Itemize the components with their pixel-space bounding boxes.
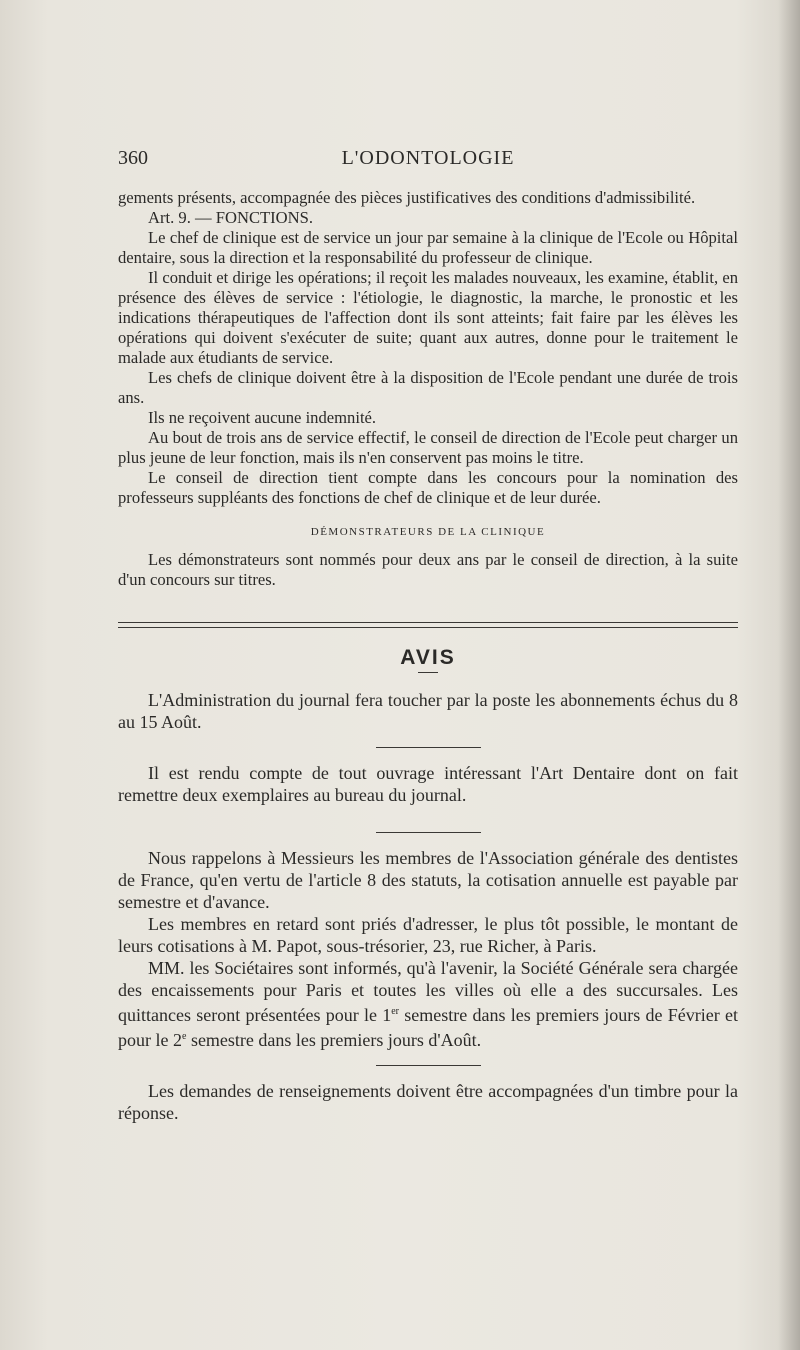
avis-notice: L'Administration du journal fera toucher par la poste les abonnements échus du 8 au 15 Août. (118, 690, 738, 732)
page-body (118, 188, 738, 1124)
running-title: L'ODONTOLOGIE (341, 147, 515, 169)
short-rule-divider (376, 1065, 481, 1066)
avis-title: AVIS (400, 646, 456, 669)
article-paragraph: Le conseil de direction tient compte dans les concours pour la nomination des professeurs suppléants des fonctions de chef de clinique et de leur durée. (118, 468, 738, 507)
avis-notice-text: semestre dans les premiers jours de Février et pour le 2 (118, 1005, 738, 1050)
title-underline (418, 672, 438, 673)
avis-notice: Nous rappelons à Messieurs les membres de l'Association générale des dentistes de France, qu'en vertu de l'article 8 des statuts, la cotisation annuelle est payable par semestre et d'avance. (118, 848, 738, 912)
short-rule-divider (376, 747, 481, 748)
avis-section (118, 648, 738, 1124)
article-paragraph: Au bout de trois ans de service effectif, le conseil de direction de l'Ecole peut charger un plus jeune de leur fonction, mais ils n'en conservent pas moins le titre. (118, 428, 738, 467)
article-paragraph: Le chef de clinique est de service un jour par semaine à la clinique de l'Ecole ou Hôpital dentaire, sous la direction et la responsabilité du professeur de clinique. (118, 228, 738, 267)
article-heading-fonctions: Art. 9. — FONCTIONS. (148, 208, 314, 227)
page-header (118, 147, 738, 177)
avis-notice: Il est rendu compte de tout ouvrage intéressant l'Art Dentaire dont on fait remettre deux exemplaires au bureau du journal. (118, 763, 738, 805)
article-paragraph: Ils ne reçoivent aucune indemnité. (148, 408, 377, 427)
article-paragraph: Il conduit et dirige les opérations; il reçoit les malades nouveaux, les examine, établit, en présence des élèves de service : l'étiologie, le diagnostic, la marche, le pronostic et les indications thérapeutiques de l'affection dont ils sont atteints; fait faire par les élèves les opérations qui doivent s'exécuter de suite; quant aux autres, donne pour le traitement le malade aux étudiants de service. (118, 268, 738, 367)
article-paragraph: gements présents, accompagnée des pièces justificatives des conditions d'admissibilité. (118, 188, 696, 207)
article-paragraph: Les chefs de clinique doivent être à la disposition de l'Ecole pendant une durée de trois ans. (118, 368, 738, 407)
section-heading: DÉMONSTRATEURS DE LA CLINIQUE (310, 526, 546, 538)
avis-notice-text: semestre dans les premiers jours d'Août. (186, 1030, 482, 1050)
superscript: er (391, 1006, 399, 1017)
double-rule-divider (118, 622, 738, 628)
avis-notice-text: MM. les Sociétaires sont informés, qu'à l'avenir, la Société Générale sera chargée des encaissements pour Paris et toutes les villes où elle a des succursales. Les quittances seront présentées pour le 1 (118, 958, 738, 1025)
section-paragraph: Les démonstrateurs sont nommés pour deux ans par le conseil de direction, à la suite d'un concours sur titres. (118, 550, 738, 589)
superscript: e (181, 1031, 187, 1042)
page-edge-shadow (778, 0, 800, 1350)
short-rule-divider (376, 832, 481, 833)
avis-notice (118, 957, 738, 1051)
avis-notice: Les membres en retard sont priés d'adresser, le plus tôt possible, le montant de leurs cotisations à M. Papot, sous-trésorier, 23, rue Richer, à Paris. (118, 914, 738, 956)
page-number: 360 (118, 147, 148, 169)
avis-notice: Les demandes de renseignements doivent être accompagnées d'un timbre pour la réponse. (118, 1081, 738, 1123)
